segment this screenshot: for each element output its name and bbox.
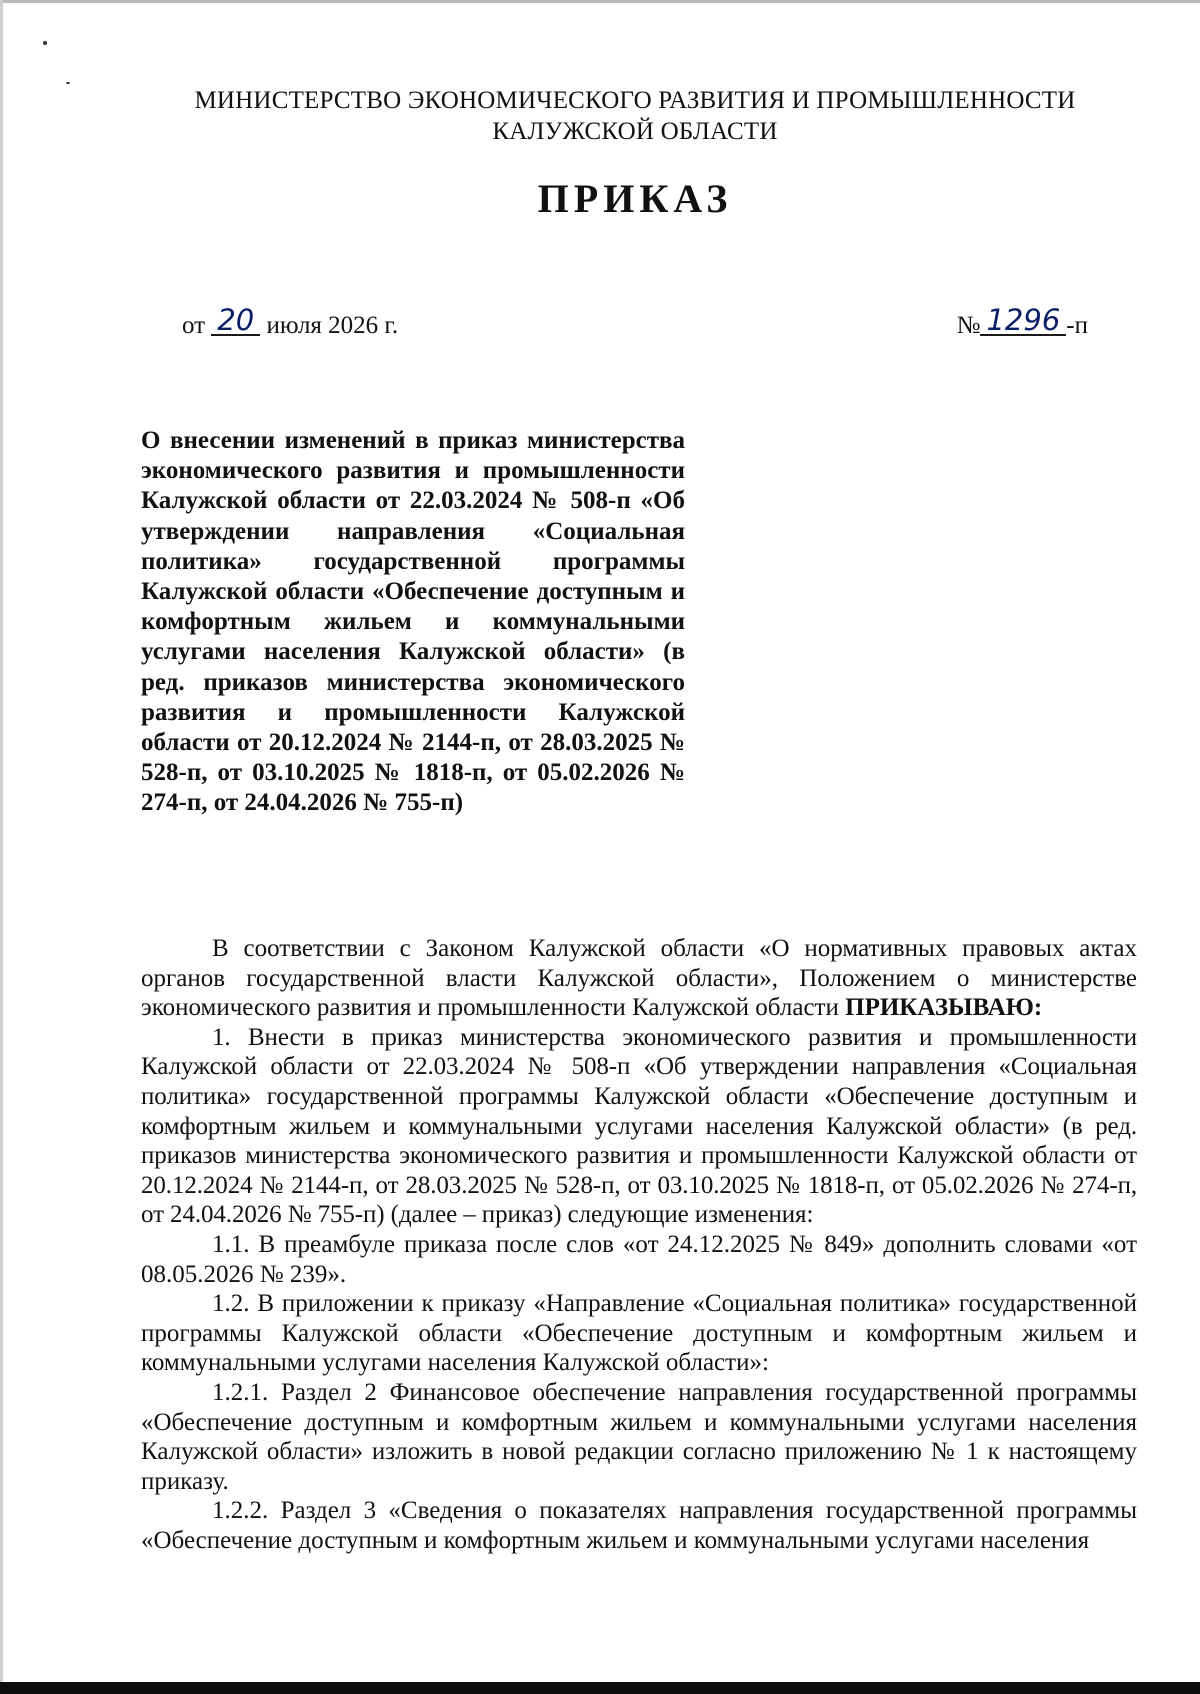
date-prefix: от <box>182 312 206 339</box>
order-date <box>182 303 399 340</box>
date-month-year: июля 2026 г. <box>266 312 399 339</box>
number-sign: № <box>956 312 981 339</box>
order-number <box>956 303 1088 340</box>
scan-edge-top <box>0 0 1200 3</box>
scan-edge-bottom <box>0 1682 1200 1694</box>
clause-1-1: 1.1. В преамбуле приказа после слов «от 24.12.2025 № 849» дополнить словами «от 08.05.2026 № 239». <box>141 1230 1137 1288</box>
scan-speck <box>43 41 47 45</box>
clause-1: 1. Внести в приказ министерства экономического развития и промышленности Калужской области от 22.03.2024 № 508-п «Об утверждении направления «Социальная политика» государственной программы Калужской области «Обеспечение доступным и комфортным жильем и коммунальными услугами населения Калужской области» (в ред. приказов министерства экономического развития и промышленности Калужской области от 20.12.2024 № 2144-п, от 28.03.2025 № 528-п, от 03.10.2025 № 1818-п, от 05.02.2026 № 274-п, от 24.04.2026 № 755-п) (далее – приказ) следующие изменения: <box>141 1023 1137 1229</box>
order-body <box>141 934 1137 1555</box>
ministry-heading <box>100 85 1170 147</box>
handwritten-number: 1296 <box>980 306 1066 336</box>
ministry-line-2: КАЛУЖСКОЙ ОБЛАСТИ <box>492 118 778 145</box>
document-type-title: ПРИКАЗ <box>537 176 733 221</box>
order-keyword: ПРИКАЗЫВАЮ: <box>845 994 1043 1022</box>
number-suffix: -п <box>1066 312 1088 339</box>
clause-1-2-1: 1.2.1. Раздел 2 Финансовое обеспечение направления государственной программы «Обеспечение доступным и комфортным жильем и коммунальными услугами населения Калужской области» изложить в новой редакции согласно приложению № 1 к настоящему приказу. <box>141 1378 1137 1495</box>
order-subject: О внесении изменений в приказ министерства экономического развития и промышленности Калужской области от 22.03.2024 № 508-п «Об утверждении направления «Социальная политика» государственной программы Калужской области «Обеспечение доступным и комфортным жильем и коммунальными услугами населения Калужской области» (в ред. приказов министерства экономического развития и промышленности Калужской области от 20.12.2024 № 2144-п, от 28.03.2025 № 528-п, от 03.10.2025 № 1818-п, от 05.02.2026 № 274-п, от 24.04.2026 № 755-п) <box>141 427 685 817</box>
ministry-line-1: МИНИСТЕРСТВО ЭКОНОМИЧЕСКОГО РАЗВИТИЯ И ПРОМЫШЛЕННОСТИ <box>194 87 1076 114</box>
handwritten-day: 20 <box>211 306 260 336</box>
clause-1-2: 1.2. В приложении к приказу «Направление «Социальная политика» государственной программы Калужской области «Обеспечение доступным и комфортным жильем и коммунальными услугами населения Калужской области»: <box>141 1290 1137 1377</box>
clause-1-2-2: 1.2.2. Раздел 3 «Сведения о показателях направления государственной программы «Обеспечение доступным и комфортным жильем и коммунальными услугами населения <box>141 1497 1137 1554</box>
preamble-paragraph <box>141 934 1137 1023</box>
preamble-text: В соответствии с Законом Калужской области «О нормативных правовых актах органов государственной власти Калужской области», Положением о министерстве экономического развития и промышленности Калужской области <box>141 935 1137 1022</box>
scan-speck <box>66 82 70 84</box>
scan-edge-left <box>0 0 3 1694</box>
